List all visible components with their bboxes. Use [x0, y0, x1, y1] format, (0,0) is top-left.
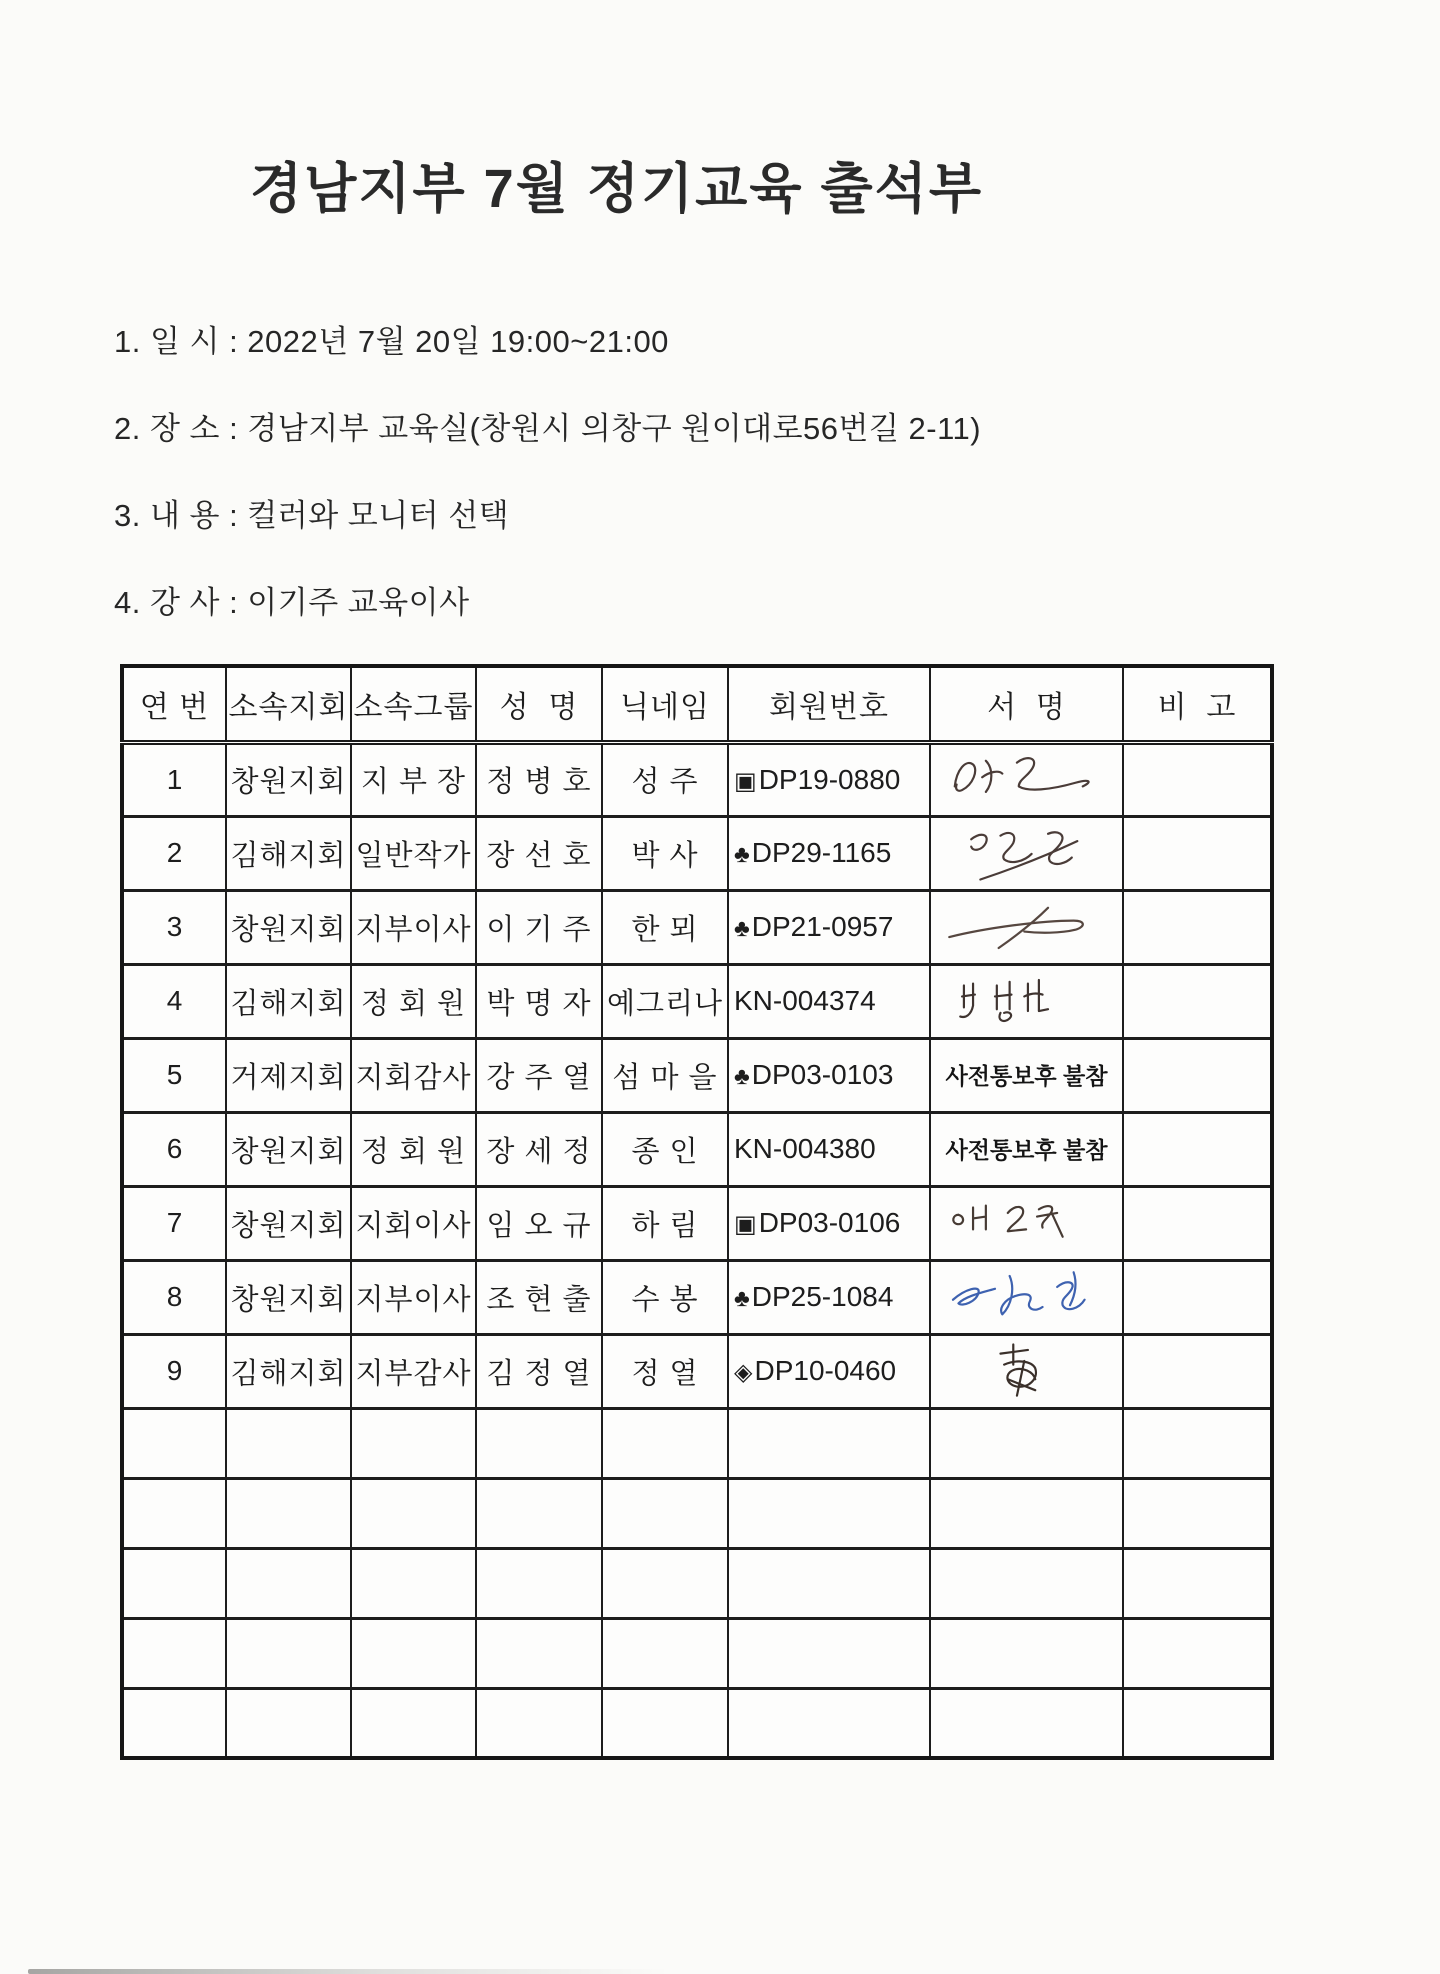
empty-table-row [122, 1478, 1272, 1548]
empty-cell [226, 1478, 351, 1548]
table-row [122, 742, 1272, 816]
member-no-text: KN-004380 [734, 1133, 876, 1164]
empty-cell [602, 1548, 728, 1618]
empty-table-row [122, 1548, 1272, 1618]
serial-cell: 3 [122, 890, 226, 964]
member-no-cell [728, 1112, 930, 1186]
chapter-cell: 김해지회 [226, 816, 351, 890]
empty-cell [226, 1548, 351, 1618]
member-grade-icon: ▣ [734, 1211, 757, 1238]
note-cell [1123, 1186, 1272, 1260]
meta-item-content: 3. 내 용 : 컬러와 모니터 선택 [114, 498, 510, 533]
meta-list [114, 326, 981, 674]
table-row [122, 890, 1272, 964]
group-cell: 정 회 원 [351, 1112, 476, 1186]
empty-cell [226, 1408, 351, 1478]
empty-cell [476, 1688, 602, 1758]
absence-notice: 사전통보후 불참 [945, 1063, 1108, 1089]
group-cell: 지회이사 [351, 1186, 476, 1260]
note-cell [1123, 816, 1272, 890]
handwritten-signature [934, 969, 1120, 1033]
signature-cell [930, 964, 1123, 1038]
absence-notice: 사전통보후 불참 [945, 1137, 1108, 1163]
header-serial: 연 번 [122, 666, 226, 742]
empty-cell [1123, 1618, 1272, 1688]
serial-cell: 5 [122, 1038, 226, 1112]
name-cell: 박 명 자 [476, 964, 602, 1038]
member-no-text: DP03-0103 [751, 1059, 894, 1090]
empty-cell [930, 1618, 1123, 1688]
empty-cell [476, 1478, 602, 1548]
group-cell: 지부감사 [351, 1334, 476, 1408]
member-no-text: KN-004374 [734, 985, 876, 1016]
serial-cell: 2 [122, 816, 226, 890]
header-name: 성 명 [476, 666, 602, 742]
group-cell: 지부이사 [351, 1260, 476, 1334]
note-cell [1123, 742, 1272, 816]
nickname-cell: 하 림 [602, 1186, 728, 1260]
group-cell: 일반작가 [351, 816, 476, 890]
empty-cell [122, 1688, 226, 1758]
empty-cell [1123, 1688, 1272, 1758]
nickname-cell: 수 봉 [602, 1260, 728, 1334]
chapter-cell: 김해지회 [226, 964, 351, 1038]
member-no-text: DP29-1165 [751, 837, 892, 868]
name-cell: 이 기 주 [476, 890, 602, 964]
nickname-cell: 한 뫼 [602, 890, 728, 964]
member-no-cell [728, 890, 930, 964]
meta-item-lecturer: 4. 강 사 : 이기주 교육이사 [114, 585, 470, 620]
chapter-cell: 거제지회 [226, 1038, 351, 1112]
empty-cell [930, 1408, 1123, 1478]
empty-cell [728, 1478, 930, 1548]
member-no-cell [728, 1334, 930, 1408]
signature-cell [930, 1260, 1123, 1334]
member-grade-icon: ▣ [734, 767, 757, 795]
table-row [122, 964, 1272, 1038]
table-row [122, 1186, 1272, 1260]
empty-cell [351, 1408, 476, 1478]
empty-cell [1123, 1478, 1272, 1548]
member-grade-icon: ♣ [734, 841, 750, 868]
member-grade-icon: ♣ [734, 1063, 750, 1090]
note-cell [1123, 890, 1272, 964]
member-no-text: DP10-0460 [754, 1355, 897, 1386]
signature-cell [930, 1038, 1123, 1112]
name-cell: 조 현 출 [476, 1260, 602, 1334]
chapter-cell: 창원지회 [226, 890, 351, 964]
name-cell: 김 정 열 [476, 1334, 602, 1408]
empty-cell [351, 1478, 476, 1548]
empty-cell [351, 1548, 476, 1618]
signature-cell [930, 890, 1123, 964]
empty-cell [122, 1548, 226, 1618]
table-row [122, 1038, 1272, 1112]
header-chapter: 소속지회 [226, 666, 351, 742]
header-note: 비 고 [1123, 666, 1272, 742]
nickname-cell: 종 인 [602, 1112, 728, 1186]
empty-cell [728, 1688, 930, 1758]
group-cell: 지 부 장 [351, 742, 476, 816]
empty-cell [602, 1478, 728, 1548]
nickname-cell: 성 주 [602, 742, 728, 816]
empty-cell [602, 1408, 728, 1478]
empty-cell [226, 1618, 351, 1688]
member-no-text: DP19-0880 [758, 763, 901, 795]
empty-table-row [122, 1618, 1272, 1688]
header-signature: 서 명 [930, 666, 1123, 742]
serial-cell: 9 [122, 1334, 226, 1408]
empty-cell [351, 1618, 476, 1688]
header-nickname: 닉네임 [602, 666, 728, 742]
name-cell: 장 선 호 [476, 816, 602, 890]
member-no-text: DP25-1084 [751, 1281, 894, 1312]
group-cell: 지회감사 [351, 1038, 476, 1112]
member-no-cell [728, 816, 930, 890]
empty-cell [728, 1548, 930, 1618]
handwritten-signature [934, 1191, 1120, 1255]
name-cell: 임 오 규 [476, 1186, 602, 1260]
member-no-text: DP03-0106 [758, 1207, 901, 1238]
nickname-cell: 섬 마 을 [602, 1038, 728, 1112]
header-group: 소속그룹 [351, 666, 476, 742]
empty-cell [602, 1688, 728, 1758]
member-no-cell [728, 1038, 930, 1112]
empty-cell [226, 1688, 351, 1758]
empty-cell [728, 1618, 930, 1688]
member-no-cell [728, 964, 930, 1038]
empty-cell [1123, 1408, 1272, 1478]
empty-table-row [122, 1688, 1272, 1758]
meta-item-place: 2. 장 소 : 경남지부 교육실(창원시 의창구 원이대로56번길 2-11) [114, 411, 982, 446]
handwritten-signature [934, 821, 1120, 885]
handwritten-signature [934, 1339, 1120, 1403]
table-row [122, 1112, 1272, 1186]
chapter-cell: 김해지회 [226, 1334, 351, 1408]
empty-cell [602, 1618, 728, 1688]
signature-cell [930, 742, 1123, 816]
signature-cell [930, 1334, 1123, 1408]
member-no-text: DP21-0957 [751, 911, 894, 942]
empty-table-row [122, 1408, 1272, 1478]
serial-cell: 4 [122, 964, 226, 1038]
signature-cell [930, 816, 1123, 890]
nickname-cell: 정 열 [602, 1334, 728, 1408]
empty-cell [728, 1408, 930, 1478]
empty-cell [122, 1478, 226, 1548]
member-grade-icon: ♣ [734, 1285, 750, 1312]
chapter-cell: 창원지회 [226, 742, 351, 816]
signature-cell [930, 1186, 1123, 1260]
note-cell [1123, 1112, 1272, 1186]
header-row [122, 666, 1272, 742]
name-cell: 강 주 열 [476, 1038, 602, 1112]
group-cell: 지부이사 [351, 890, 476, 964]
empty-cell [476, 1618, 602, 1688]
group-cell: 정 회 원 [351, 964, 476, 1038]
empty-cell [1123, 1548, 1272, 1618]
header-member-no: 회원번호 [728, 666, 930, 742]
empty-cell [122, 1618, 226, 1688]
member-grade-icon: ♣ [734, 915, 750, 942]
empty-cell [476, 1548, 602, 1618]
handwritten-signature [934, 895, 1120, 959]
chapter-cell: 창원지회 [226, 1112, 351, 1186]
table-row [122, 1334, 1272, 1408]
empty-cell [930, 1548, 1123, 1618]
nickname-cell: 박 사 [602, 816, 728, 890]
empty-cell [351, 1688, 476, 1758]
serial-cell: 6 [122, 1112, 226, 1186]
scan-artifact [28, 1969, 668, 1974]
chapter-cell: 창원지회 [226, 1260, 351, 1334]
note-cell [1123, 1334, 1272, 1408]
member-grade-icon: ◈ [734, 1359, 753, 1386]
note-cell [1123, 964, 1272, 1038]
signature-cell [930, 1112, 1123, 1186]
table-row [122, 1260, 1272, 1334]
empty-cell [122, 1408, 226, 1478]
member-no-cell [728, 1186, 930, 1260]
member-no-cell [728, 1260, 930, 1334]
handwritten-signature [934, 748, 1120, 812]
nickname-cell: 예그리나 [602, 964, 728, 1038]
table-row [122, 816, 1272, 890]
attendance-table [120, 664, 1274, 1760]
empty-cell [476, 1408, 602, 1478]
serial-cell: 8 [122, 1260, 226, 1334]
serial-cell: 1 [122, 742, 226, 816]
note-cell [1123, 1260, 1272, 1334]
empty-cell [930, 1478, 1123, 1548]
empty-cell [930, 1688, 1123, 1758]
name-cell: 정 병 호 [476, 742, 602, 816]
member-no-cell [728, 742, 930, 816]
page-title: 경남지부 7월 정기교육 출석부 [250, 159, 984, 219]
handwritten-signature [934, 1265, 1120, 1329]
name-cell: 장 세 정 [476, 1112, 602, 1186]
serial-cell: 7 [122, 1186, 226, 1260]
meta-item-datetime: 1. 일 시 : 2022년 7월 20일 19:00~21:00 [114, 324, 669, 359]
note-cell [1123, 1038, 1272, 1112]
chapter-cell: 창원지회 [226, 1186, 351, 1260]
